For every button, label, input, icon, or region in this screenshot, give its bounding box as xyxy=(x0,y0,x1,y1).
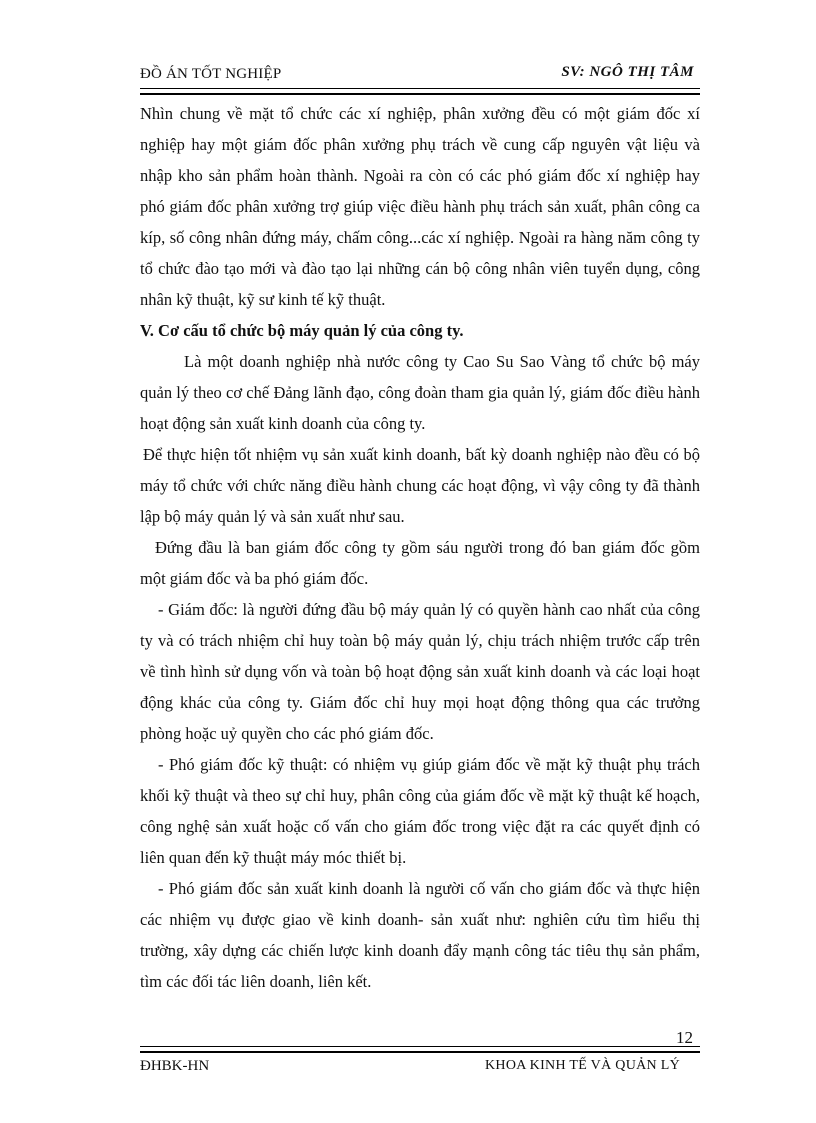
paragraph-director: - Giám đốc: là người đứng đầu bộ máy quản lý có quyền hành cao nhất của công ty và có trách nhiệm chỉ huy toàn bộ máy quản lý, chịu trách nhiệm trước cấp trên về tình hình sử dụng vốn và toàn bộ hoạt động sản xuất kinh doanh và các loại hoạt động khác của công ty. Giám đốc chỉ huy mọi hoạt động thông qua các trưởng phòng hoặc uỷ quyền cho các phó giám đốc. xyxy=(140,600,700,743)
paragraph-tech-deputy: - Phó giám đốc kỹ thuật: có nhiệm vụ giúp giám đốc về mặt kỹ thuật phụ trách khối kỹ thuật và theo sự chỉ huy, phân công của giám đốc về mặt kỹ thuật kế hoạch, công nghệ sản xuất hoặc cố vấn cho giám đốc trong việc đặt ra các quyết định có liên quan đến kỹ thuật máy móc thiết bị. xyxy=(140,755,700,867)
footer-faculty: KHOA KINH TẾ VÀ QUẢN LÝ xyxy=(485,1058,680,1073)
page-number: 12 xyxy=(676,1028,693,1047)
page-footer xyxy=(140,1058,700,1080)
header-title: ĐỒ ÁN TỐT NGHIỆP xyxy=(140,66,282,82)
paragraph-intro: Là một doanh nghiệp nhà nước công ty Cao Su Sao Vàng tổ chức bộ máy quản lý theo cơ chế Đảng lãnh đạo, công đoàn tham gia quản lý, giám đốc điều hành hoạt động sản xuất kinh doanh của công ty. xyxy=(140,352,700,433)
body-text xyxy=(140,98,725,997)
footer-rule xyxy=(140,1046,700,1053)
paragraph-business-deputy: - Phó giám đốc sản xuất kinh doanh là người cố vấn cho giám đốc và thực hiện các nhiệm vụ được giao về kinh doanh- sản xuất như: nghiên cứu tìm hiểu thị trường, xây dựng các chiến lược kinh doanh đẩy mạnh công tác tiêu thụ sản phẩm, tìm các đối tác liên doanh, liên kết. xyxy=(140,879,725,991)
paragraph-overview: Nhìn chung về mặt tổ chức các xí nghiệp, phân xưởng đều có một giám đốc xí nghiệp hay một giám đốc phân xưởng phụ trách về cung cấp nguyên vật liệu và nhập kho sản phẩm hoàn thành. Ngoài ra còn có các phó giám đốc xí nghiệp hay phó giám đốc phân xưởng trợ giúp việc điều hành phụ trách sản xuất, phân công ca kíp, số công nhân đứng máy, chấm công...các xí nghiệp. Ngoài ra hàng năm công ty tổ chức đào tạo mới và đào tạo lại những cán bộ công nhân viên tuyển dụng, công nhân kỹ thuật, kỹ sư kinh tế kỹ thuật. xyxy=(140,104,700,309)
header-rule xyxy=(140,88,700,95)
paragraph-purpose: Để thực hiện tốt nhiệm vụ sản xuất kinh doanh, bất kỳ doanh nghiệp nào đều có bộ máy tổ chức với chức năng điều hành chung các hoạt động, vì vậy công ty đã thành lập bộ máy quản lý và sản xuất như sau. xyxy=(140,445,700,526)
paragraph-board: Đứng đầu là ban giám đốc công ty gồm sáu người trong đó ban giám đốc gồm một giám đốc và ba phó giám đốc. xyxy=(140,538,700,588)
page-header xyxy=(140,64,696,86)
footer-school: ĐHBK-HN xyxy=(140,1058,210,1074)
section-heading: V. Cơ cấu tổ chức bộ máy quản lý của công ty. xyxy=(140,321,464,340)
header-author: SV: NGÔ THỊ TÂM xyxy=(561,64,694,80)
